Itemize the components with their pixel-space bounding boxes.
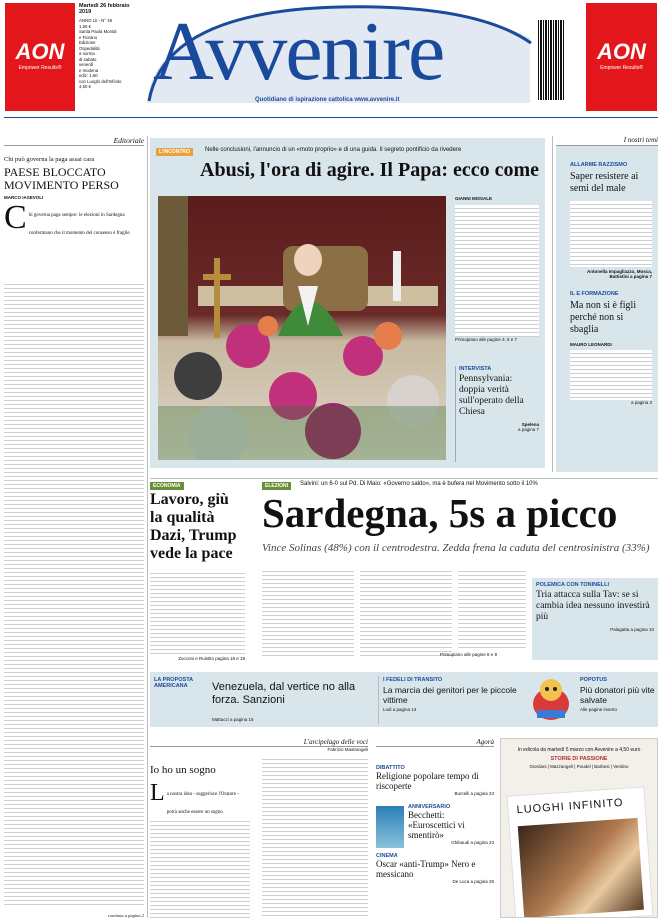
masthead-info — [79, 3, 133, 90]
strip-title3: Più donatori più vite salvate — [580, 685, 655, 705]
right-column — [556, 136, 658, 472]
right-item1-label: ALLARME RAZZISMO — [570, 162, 628, 168]
politics-kicker: Salvini: un 6-0 sul Pd. Di Maio: «Governo saldo», ma è bufera nel Movimento sotto il 10% — [300, 481, 538, 487]
pope-photo-illustration — [158, 196, 446, 460]
strip-ref3: Alle pagine inserto — [580, 707, 618, 712]
editorial-lead: hi governa paga sempre: le elezioni in Sardegna confermano che il momento del consenso è fragile — [28, 213, 130, 236]
edition-info-line: Santa Paola Montal — [79, 29, 117, 34]
editorial-body — [4, 199, 144, 239]
bottom-column-lead-text: a nostra idea - suggerisce l'Oratore - potrà anche essere un sogno — [166, 792, 239, 815]
strip-ref1: Mattucci a pagina 15 — [212, 717, 254, 722]
politics-subhead: Vince Solinas (48%) con il centrodestra. Zedda frena la caduta del centrosinistra (33%) — [262, 542, 650, 554]
tav-label: POLEMICA CON TONINELLI — [536, 582, 610, 588]
strip-title2: La marcia dei genitori per le piccole vittime — [383, 685, 517, 705]
right-item2-text — [570, 350, 652, 400]
agora-item2-label: ANNIVERSARIO — [408, 804, 451, 810]
strip-item2[interactable] — [383, 677, 523, 725]
politics-text-col1 — [262, 568, 354, 658]
tav-ref: Palagatta a pagina 10 — [610, 627, 654, 632]
aon-ad-left[interactable] — [5, 3, 75, 111]
lead-photo[interactable] — [158, 196, 446, 460]
right-item1-title[interactable]: Saper resistere ai semi del male — [570, 171, 639, 194]
bottom-column-title[interactable]: Io ho un sogno — [150, 764, 216, 776]
politics-label: ELEZIONI — [262, 482, 291, 490]
edition-info-line: Ospedalità — [79, 45, 100, 51]
politics-headline[interactable]: Sardegna, 5s a picco — [262, 490, 618, 536]
strip-label2: I FEDELI DI TRANSITO — [383, 677, 443, 683]
politics-text-col3 — [458, 568, 526, 648]
popotus-mascot-icon — [527, 674, 575, 724]
interview-ref: a pagina 7 — [517, 427, 539, 432]
masthead-logo[interactable] — [135, 3, 535, 108]
agora-item2-ref: Ghibaudi a pagina 23 — [451, 840, 494, 845]
lead-label: L'INCONTRO — [156, 148, 193, 156]
editorial-title[interactable]: PAESE BLOCCATO MOVIMENTO PERSO — [4, 165, 119, 192]
interview-title: Pennsylvania: doppia verità sull'operato della Chiesa — [459, 374, 524, 417]
editorial-dropcap: C — [4, 199, 27, 236]
agora-item2-title: Becchetti: «Euroscettici vi smentirò» — [408, 810, 465, 840]
promo-ad[interactable] — [500, 738, 658, 918]
agora-book-icon — [376, 806, 404, 848]
right-item2-ref: a pagina 3 — [630, 400, 652, 405]
tav-title: Tria attacca sulla Tav: se si cambia idea nessuno investirà più — [536, 590, 650, 622]
agora-item1[interactable] — [376, 765, 494, 796]
lead-author: GIANNI MISSALE — [455, 196, 493, 201]
edition-info-line: Edizione — [79, 40, 96, 45]
right-item1-text — [570, 201, 652, 267]
interview-author: Spelena — [521, 422, 539, 427]
masthead-divider — [4, 117, 658, 118]
lead-headline[interactable]: Abusi, l'ora di agire. Il Papa: ecco come — [200, 159, 540, 181]
edition-info-line: e Fiorano — [79, 34, 98, 40]
promo-magazine-title: LUOGHI INFINITO — [516, 796, 624, 817]
politics-ref: Primopiano alle pagine 8 e 9 — [440, 652, 498, 657]
agora-item1-ref: Burcelli a pagina 23 — [454, 791, 494, 796]
edition-date: Martedì 26 febbraio 2019 — [79, 3, 130, 15]
interview-box[interactable] — [455, 366, 539, 462]
promo-top-text: In edicola da martedì 5 marzo con Avvenire a 4,50 euro — [517, 747, 641, 753]
barcode — [538, 20, 564, 100]
editorial-section: Editoriale — [4, 136, 144, 146]
lead-text-col — [455, 196, 539, 346]
economy-label: ECONOMIA — [150, 482, 184, 490]
economy-ref: Zucconi e Ruistito pagina 18 e 19 — [178, 656, 245, 661]
edition-info-line: 1,50 € — [79, 23, 91, 29]
agora-header: Agorà — [376, 738, 494, 747]
column-divider-right — [552, 136, 553, 472]
edition-info-line: di sabato — [79, 56, 97, 62]
politics-text-col2 — [360, 568, 452, 658]
bottom-column-header: L'arcipelago delle voci — [150, 738, 368, 747]
aon-logo-right: AON — [597, 39, 646, 64]
tav-box[interactable] — [532, 578, 658, 660]
edition-info — [79, 18, 133, 90]
strip-title1: Venezuela, dal vertice no alla forza. Sanzioni — [212, 681, 356, 706]
economy-top-rule — [150, 478, 658, 479]
bottom-column-text2 — [262, 756, 368, 916]
editorial-column — [4, 136, 144, 918]
bottom-column-author: Fabrizio Mastrangeli — [327, 747, 368, 752]
bottom-column-lead — [150, 782, 250, 818]
edition-info-line: ANNO LII - N° 48 — [79, 18, 112, 23]
agora-item1-label: DIBATTITO — [376, 765, 405, 771]
editorial-author: MARCO IASEVOLI — [4, 195, 44, 200]
editorial-footer: continua a pagina 2 — [107, 913, 144, 918]
bottom-column — [150, 738, 368, 918]
right-column-header: I nostri temi — [556, 136, 658, 146]
agora-item3[interactable] — [376, 853, 494, 884]
bottom-column-dropcap: L — [150, 780, 165, 806]
interview-label: INTERVISTA — [459, 366, 492, 372]
promo-names: Giordani | Mazzangeli | Poudel | Barbesi | Verdino — [529, 764, 629, 769]
editorial-kicker: Chi può governa la paga assai cara — [4, 156, 95, 163]
aon-tagline-right: Empower Results® — [600, 65, 643, 71]
strip-label1: LA PROPOSTA AMERICANA — [154, 677, 193, 689]
edition-info-line: ediz: 1,60 — [79, 73, 98, 78]
editorial-text-block — [4, 281, 144, 906]
promo-section: STORIE DI PASSIONE — [550, 756, 608, 762]
agora-item3-title: Oscar «anti-Trump» Nero e messicano — [376, 859, 476, 879]
column-divider-left — [147, 136, 148, 918]
agora-item1-title: Religione popolare tempo di riscoperte — [376, 771, 479, 791]
aon-tagline-left: Empower Results® — [18, 65, 62, 71]
strip-label3: POPOTUS — [580, 677, 607, 683]
economy-text — [150, 570, 245, 654]
masthead-tagline: Quotidiano di ispirazione cattolica www.avvenire.it — [255, 97, 400, 103]
right-item1-author: Antonella Impagliazzo, Mosca, Battistini a pagina 7 — [586, 269, 652, 279]
agora-column — [376, 738, 494, 918]
agora-item3-label: CINEMA — [376, 853, 398, 859]
edition-info-line: venerdì — [79, 62, 94, 67]
strip-ref2: Lodi a pagina 13 — [383, 707, 417, 712]
edition-info-line: 4,50 € — [79, 84, 91, 89]
strip-item3[interactable] — [580, 677, 656, 725]
lead-text-block — [455, 205, 539, 337]
agora-item3-ref: De Luca a pagina 25 — [452, 879, 494, 884]
right-item2-title[interactable]: Ma non si è figli perché non si sbaglia — [570, 300, 637, 335]
edition-info-line: a norma — [79, 51, 95, 56]
lead-kicker: Nelle conclusioni, l'annuncio di un «moto proprio» e di una guida. Il segreto pontificio da rivedere — [205, 147, 462, 153]
economy-headline[interactable]: Lavoro, giù la qualità Dazi, Trump vede la pace — [150, 491, 237, 562]
aon-logo-left: AON — [15, 39, 65, 64]
strip-item1[interactable] — [154, 677, 374, 725]
lead-page-ref: Primopiano alle pagine 3, 5 e 7 — [455, 337, 518, 342]
edition-info-line: con Luoghi dell'Infinito — [79, 78, 122, 84]
promo-magazine — [507, 786, 654, 918]
right-item2-author: MAURO LEONARDI — [570, 342, 612, 347]
strip-divider1 — [378, 676, 379, 724]
promo-magazine-image — [518, 818, 644, 918]
right-item2-label: IL E FORMAZIONE — [570, 291, 619, 297]
edition-info-line: e modena — [79, 67, 99, 73]
masthead-title: Avvenire — [153, 5, 444, 98]
agora-item2[interactable] — [376, 804, 494, 845]
aon-ad-right[interactable] — [586, 3, 657, 111]
bottom-column-text1 — [150, 818, 250, 918]
